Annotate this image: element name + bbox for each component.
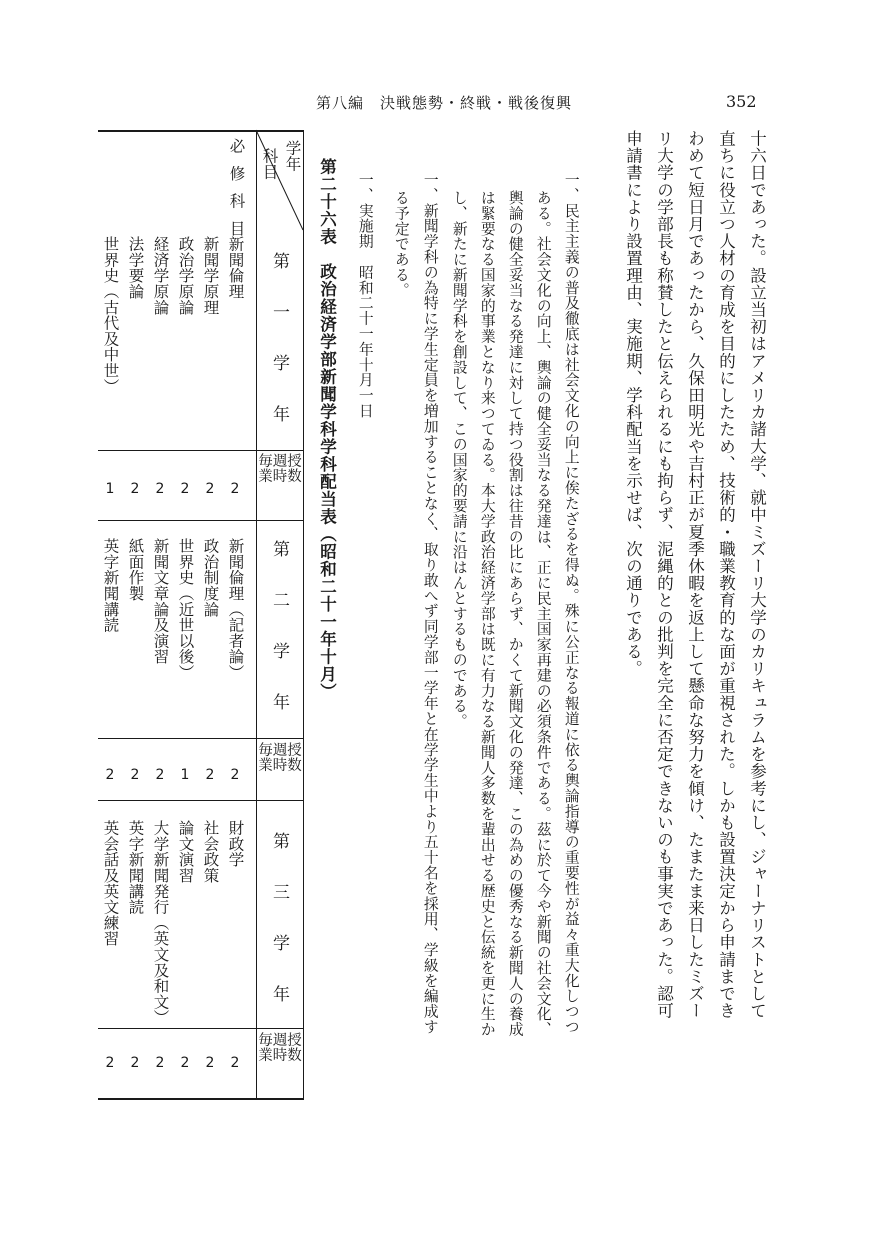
hours-cell: 2 <box>130 767 140 783</box>
category-label: 必修科目 <box>227 138 246 248</box>
body-text-column: る予定である。 <box>392 190 410 298</box>
subject-cell: 世界史（近世以後） <box>176 538 195 681</box>
body-text-column: ある。社会文化の向上、輿論の健全妥当なる発達は、正に民主国家再建の必須条件である。茲に於て今や新聞の社会文化、 <box>534 190 552 1037</box>
subject-cell: 英字新聞講読 <box>101 538 120 633</box>
hours-cell: 2 <box>130 481 140 497</box>
hours-cell: 2 <box>155 481 165 497</box>
body-text-column: リ大学の学部長も称賛したと伝えられるにも拘らず、泥縄的との批判を完全に否定できないのも事実であった。認可 <box>654 130 674 1020</box>
hours-cell: 2 <box>205 767 215 783</box>
year-3-label: 第三学年 <box>269 832 289 1036</box>
subject-cell: 法学要論 <box>126 236 145 300</box>
year-1-label: 第一学年 <box>269 252 289 456</box>
year-2-label: 第二学年 <box>269 540 289 744</box>
header-year: 学年 <box>283 140 302 172</box>
subject-cell: 新聞倫理（記者論） <box>226 538 245 681</box>
subject-cell: 新聞倫理 <box>226 236 245 300</box>
hours-label: 毎週授業時数 <box>258 1033 302 1064</box>
subject-cell: 大学新聞発行（英文及和文） <box>151 820 170 1026</box>
hours-cell: 2 <box>130 1055 140 1071</box>
body-text-column: し、新たに新聞学科を創設して、この国家的要請に沿はんとするものである。 <box>450 190 468 729</box>
hours-cell: 2 <box>180 1055 190 1071</box>
body-text-column: 一、実施期 昭和二十一年十月一日 <box>356 172 374 419</box>
subject-cell: 英会話及英文練習 <box>101 820 120 947</box>
table-caption: 第二十六表 政治経済学部新聞学科学科配当表（昭和二十一年十月） <box>317 158 337 701</box>
subject-cell: 社会政策 <box>201 820 220 884</box>
subject-cell: 新聞学原理 <box>201 236 220 315</box>
body-text-column: 直ちに役立つ人材の育成を目的にしたため、技術的・職業教育的な面が重視された。しかも設置決定から申請までき <box>716 130 736 1020</box>
body-text-column: 申請書により設置理由、実施期、学科配当を示せば、次の通りである。 <box>623 130 643 678</box>
subject-cell: 論文演習 <box>176 820 195 884</box>
hours-label: 毎週授業時数 <box>258 454 302 485</box>
subject-cell: 新聞文章論及演習 <box>151 538 170 665</box>
body-text-column: 輿論の健全妥当なる発達に対して持つ役割は往昔の比にあらず、かくて新聞文化の発達、この為めの優秀なる新聞人の養成 <box>506 190 524 1037</box>
subject-cell: 政治学原論 <box>176 236 195 315</box>
subject-cell: 財政学 <box>226 820 245 868</box>
subject-cell: 英字新聞講読 <box>126 820 145 915</box>
running-header-title: 第八編 決戦態勢・終戦・戦後復興 <box>316 94 573 112</box>
body-text-column: 十六日であった。設立当初はアメリカ諸大学、就中ミズーリ大学のカリキュラムを参考にし、ジャーナリストとして <box>747 130 767 1020</box>
hours-cell: 2 <box>155 767 165 783</box>
body-text-column: は緊要なる国家的事業となり来つてゐる。本大学政治経済学部は既に有力なる新聞人多数を輩出せる歴史と伝統を更に生か <box>478 190 496 1037</box>
hours-cell: 1 <box>180 767 190 783</box>
header-subject: 科目 <box>260 148 279 180</box>
subject-cell: 政治制度論 <box>201 538 220 617</box>
hours-cell: 1 <box>105 481 115 497</box>
hours-cell: 2 <box>230 1055 240 1071</box>
body-text-column: 一、民主主義の普及徹底は社会文化の向上に俟たざるを得ぬ。殊に公正なる報道に依る輿論指導の重要性が益々重大化しつつ <box>562 172 580 1035</box>
body-text-column: わめて短日月であったから、久保田明光や吉村正が夏季休暇を返上して懸命な努力を傾け、たまたま来日したミズー <box>685 130 705 1020</box>
hours-cell: 2 <box>205 1055 215 1071</box>
hours-cell: 2 <box>105 1055 115 1071</box>
subject-cell: 紙面作製 <box>126 538 145 602</box>
hours-cell: 2 <box>230 767 240 783</box>
page-number: 352 <box>726 92 757 111</box>
subject-cell: 世界史（古代及中世） <box>101 236 120 394</box>
hours-cell: 2 <box>180 481 190 497</box>
body-text-column: 一、新聞学科の為特に学生定員を増加することなく、取り敢へず同学部一学年と在学学生中より五十名を採用、学級を編成す <box>421 172 439 1035</box>
hours-cell: 2 <box>230 481 240 497</box>
hours-cell: 2 <box>205 481 215 497</box>
hours-cell: 2 <box>105 767 115 783</box>
hours-label: 毎週授業時数 <box>258 743 302 774</box>
subject-cell: 経済学原論 <box>151 236 170 315</box>
hours-cell: 2 <box>155 1055 165 1071</box>
